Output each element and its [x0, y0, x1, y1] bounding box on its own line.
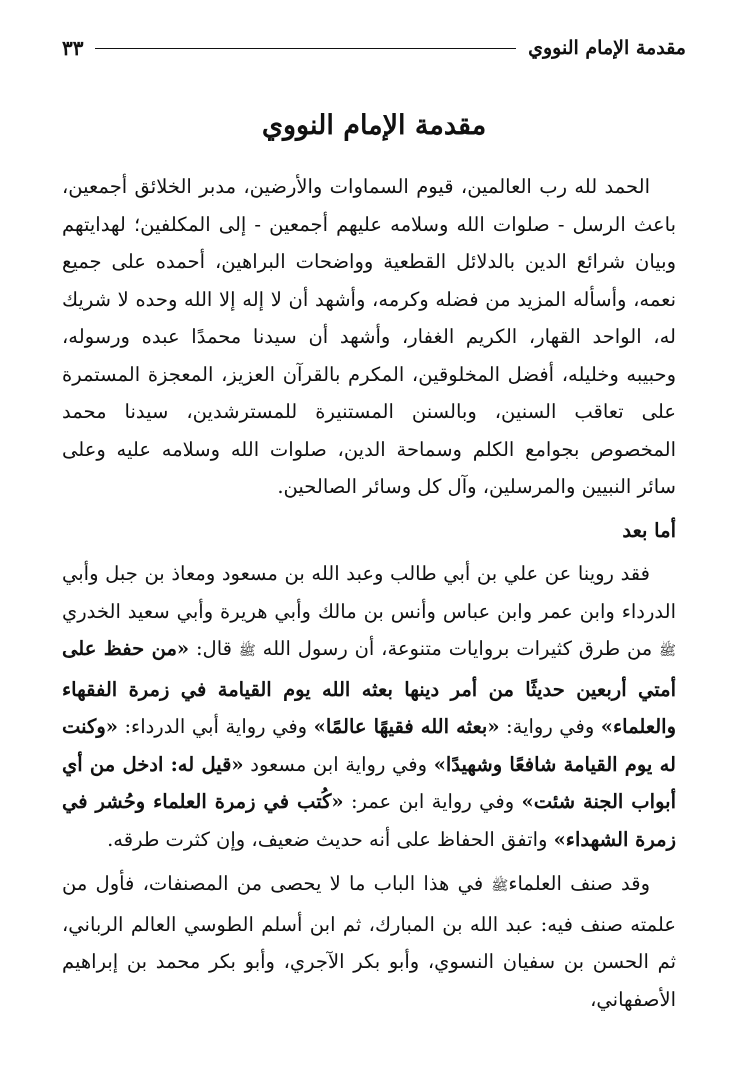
- text-segment: واتفق الحفاظ على أنه حديث ضعيف، وإن كثرت طرقه.: [107, 827, 548, 851]
- hadith-quote: «من حفظ على أمتي أربعين حديثًا من أمر دينها بعثه الله يوم القيامة في زمرة الفقهاء والعلماء»: [62, 637, 677, 738]
- chapter-heading: مقدمة الإمام النووي: [261, 110, 487, 141]
- running-head: [62, 34, 686, 62]
- running-head-title: مقدمة الإمام النووي: [528, 37, 686, 59]
- text-segment: وفي رواية ابن مسعود: [250, 752, 428, 776]
- body-text: [62, 168, 676, 1018]
- hadith-quote: «كُتب في زمرة العلماء وحُشر في زمرة الشهداء»: [62, 790, 676, 851]
- blessing-ligature: ﷺ: [491, 878, 509, 894]
- authors-paragraph: [62, 865, 676, 1018]
- hadith-paragraph: [62, 555, 676, 858]
- text-segment: وفي رواية ابن عمر:: [350, 790, 515, 813]
- text-segment: فقد روينا عن علي بن أبي طالب وعبد الله بن مسعود ومعاذ بن جبل وأبي الدرداء وابن عمر وابن عباس وأنس بن مالك وأبي هريرة وأبي سعيد الخدري: [62, 562, 676, 623]
- text-segment: من طرق كثيرات بروايات متنوعة، أن رسول الله: [262, 637, 653, 660]
- intro-paragraph: الحمد لله رب العالمين، قيوم السماوات والأرضين، مدبر الخلائق أجمعين، باعث الرسل - صلوات الله وسلامه عليهم أجمعين - إلى المكلفين؛ لهدايتهم وبيان شرائع الدين بالدلائل القطعية وواضحات البراهين، أحمده على جميع نعمه، وأسأله المزيد من فضله وكرمه، وأشهد أن لا إله إلا الله وحده لا شريك له، الواحد القهار، الكريم الغفار، وأشهد أن سيدنا محمدًا عبده ورسوله، وحبيبه وخليله، أفضل المخلوقين، المكرم بالقرآن العزيز، المعجزة المستمرة على تعاقب السنين، وبالسنن المستنيرة للمسترشدين، سيدنا محمد المخصوص بجوامع الكلم وسماحة الدين، صلوات الله وسلامه عليه وعلى سائر النبيين والمرسلين، وآل كل وسائر الصالحين.: [62, 175, 676, 498]
- blessing-ligature: ﷺ: [659, 643, 677, 659]
- hadith-quote: «وكنت له يوم القيامة شافعًا وشهيدًا»: [62, 715, 676, 776]
- text-segment: في هذا الباب ما لا يحصى من المصنفات، فأول من علمته صنف فيه: عبد الله بن المبارك، ثم ابن أسلم الطوسي العالم الرباني، ثم الحسن بن سفيان النسوي، وأبو بكر الآجري، وأبو بكر محمد بن إبراهيم الأصفهاني،: [62, 872, 676, 1011]
- text-segment: وفي رواية:: [506, 715, 595, 738]
- text-segment: وفي رواية أبي الدرداء:: [124, 715, 308, 738]
- hadith-quote: «قيل له: ادخل من أي أبواب الجنة شئت»: [62, 752, 677, 813]
- running-head-rule: [95, 48, 516, 49]
- page-number: ٣٣: [62, 36, 84, 60]
- text-segment: قال:: [195, 637, 232, 660]
- hadith-quote: «بعثه الله فقيهًا عالمًا»: [313, 715, 500, 738]
- text-segment: وقد صنف العلماء: [508, 872, 650, 895]
- blessing-ligature: ﷺ: [238, 643, 256, 659]
- subheading: أما بعد: [622, 518, 676, 542]
